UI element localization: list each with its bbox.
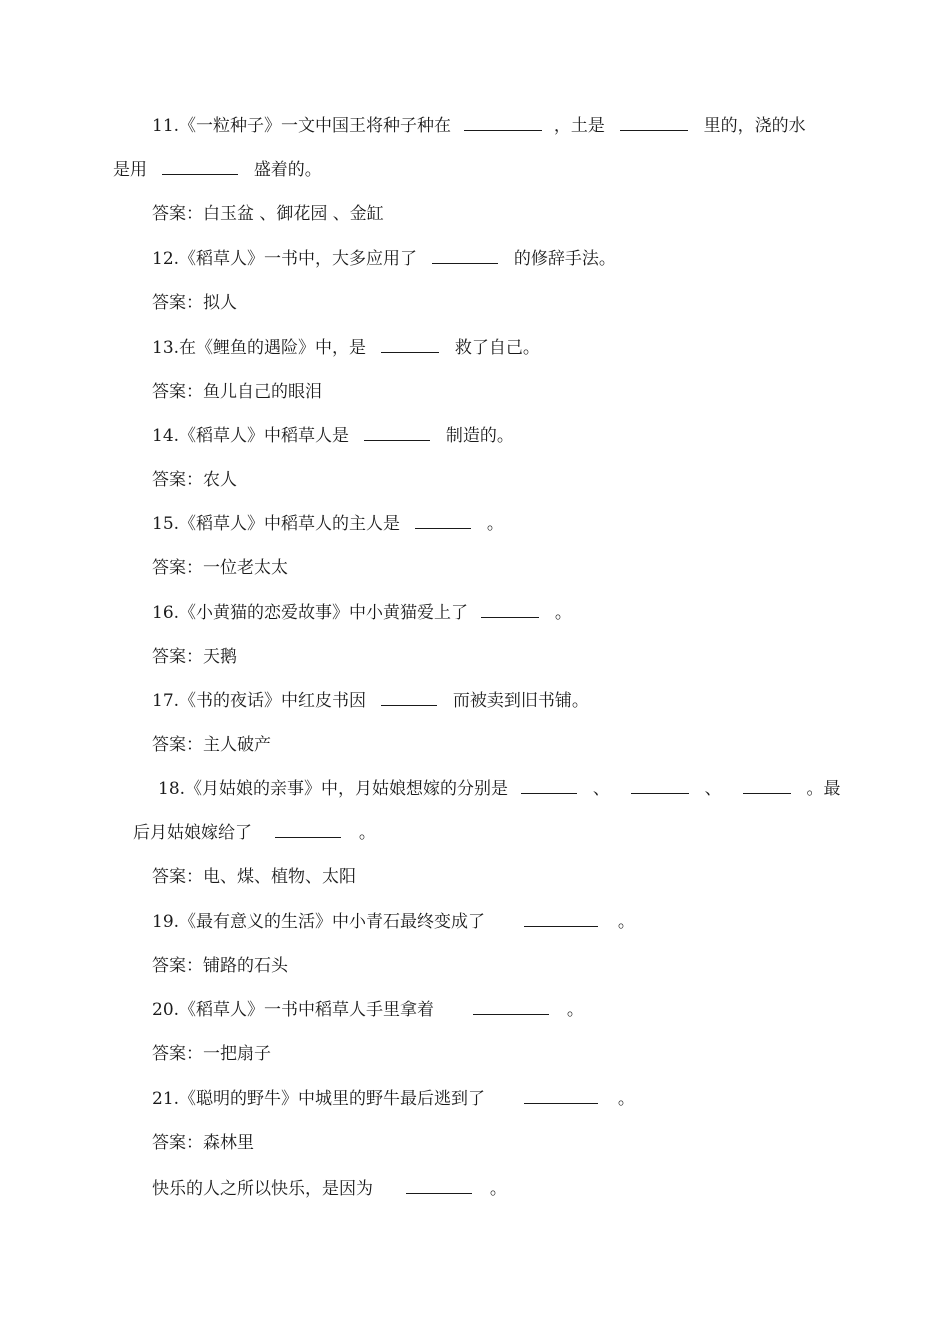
question-text: 的修辞手法。 xyxy=(513,249,616,269)
question-11 xyxy=(152,115,806,137)
answer-blank xyxy=(481,602,539,618)
question-text: 救了自己。 xyxy=(454,338,540,358)
answer-blank xyxy=(524,911,598,927)
question-text: 。 xyxy=(486,514,504,534)
question-text: 后月姑娘嫁给了 xyxy=(133,823,252,843)
question-text: 制造的。 xyxy=(445,426,514,446)
question-18-continued xyxy=(133,822,376,844)
answer-19: 答案：铺路的石头 xyxy=(152,956,288,976)
question-text: 15.《稻草人》中稻草人的主人是 xyxy=(152,514,401,534)
answer-14: 答案：农人 xyxy=(152,470,237,490)
question-text: 。 xyxy=(566,1000,584,1020)
answer-blank xyxy=(162,159,238,175)
question-text: 里的，浇的水 xyxy=(703,116,806,136)
answer-18: 答案：电、煤、植物、太阳 xyxy=(152,867,356,887)
answer-blank xyxy=(620,115,688,131)
answer-21: 答案：森林里 xyxy=(152,1133,254,1153)
answer-16: 答案：天鹅 xyxy=(152,647,237,667)
answer-blank xyxy=(364,425,430,441)
answer-20: 答案：一把扇子 xyxy=(152,1044,271,1064)
question-16 xyxy=(152,602,572,624)
answer-13: 答案：鱼儿自己的眼泪 xyxy=(152,382,322,402)
answer-blank xyxy=(381,690,437,706)
answer-blank xyxy=(381,337,439,353)
question-17 xyxy=(152,690,589,712)
answer-blank xyxy=(406,1178,472,1194)
question-15 xyxy=(152,513,504,535)
question-text: 17.《书的夜话》中红皮书因 xyxy=(152,691,367,711)
question-20 xyxy=(152,999,584,1021)
answer-blank xyxy=(415,513,471,529)
question-text: 14.《稻草人》中稻草人是 xyxy=(152,426,350,446)
question-text: 。 xyxy=(358,823,376,843)
question-text: 18.《月姑娘的亲事》中，月姑娘想嫁的分别是 xyxy=(158,779,509,799)
question-text: 。 xyxy=(554,603,572,623)
answer-12: 答案：拟人 xyxy=(152,293,237,313)
question-11-continued xyxy=(113,159,322,181)
question-text: 13.在《鲤鱼的遇险》中，是 xyxy=(152,338,367,358)
question-text: 16.《小黄猫的恋爱故事》中小黄猫爱上了 xyxy=(152,603,469,623)
question-text: 。 xyxy=(489,1179,507,1199)
question-text: 快乐的人之所以快乐，是因为 xyxy=(152,1179,373,1199)
question-text: 12.《稻草人》一书中，大多应用了 xyxy=(152,249,418,269)
answer-blank xyxy=(524,1088,598,1104)
answer-blank xyxy=(473,999,549,1015)
question-text: 盛着的。 xyxy=(253,160,322,180)
answer-15: 答案：一位老太太 xyxy=(152,558,288,578)
answer-blank xyxy=(275,822,341,838)
question-text: 是用 xyxy=(113,160,147,180)
question-text: 。 xyxy=(617,912,635,932)
question-text: ，土是 xyxy=(553,116,605,136)
question-18 xyxy=(158,778,840,800)
question-22 xyxy=(152,1178,507,1200)
question-text: 19.《最有意义的生活》中小青石最终变成了 xyxy=(152,912,486,932)
question-14 xyxy=(152,425,514,447)
answer-blank xyxy=(631,778,689,794)
answer-blank xyxy=(432,248,498,264)
question-19 xyxy=(152,911,635,933)
question-text: 。 xyxy=(617,1089,635,1109)
answer-blank xyxy=(521,778,577,794)
answer-17: 答案：主人破产 xyxy=(152,735,271,755)
question-13 xyxy=(152,337,540,359)
answer-11: 答案：白玉盆 、御花园 、金缸 xyxy=(152,204,384,224)
question-12 xyxy=(152,248,616,270)
question-text: 、 xyxy=(704,779,722,799)
question-21 xyxy=(152,1088,635,1110)
question-text: 20.《稻草人》一书中稻草人手里拿着 xyxy=(152,1000,435,1020)
question-text: 而被卖到旧书铺。 xyxy=(452,691,589,711)
answer-blank xyxy=(743,778,791,794)
question-text: 。最 xyxy=(806,779,841,799)
question-text: 11.《一粒种子》一文中国王将种子种在 xyxy=(152,116,452,136)
answer-blank xyxy=(464,115,542,131)
question-text: 、 xyxy=(592,779,610,799)
question-text: 21.《聪明的野牛》中城里的野牛最后逃到了 xyxy=(152,1089,486,1109)
